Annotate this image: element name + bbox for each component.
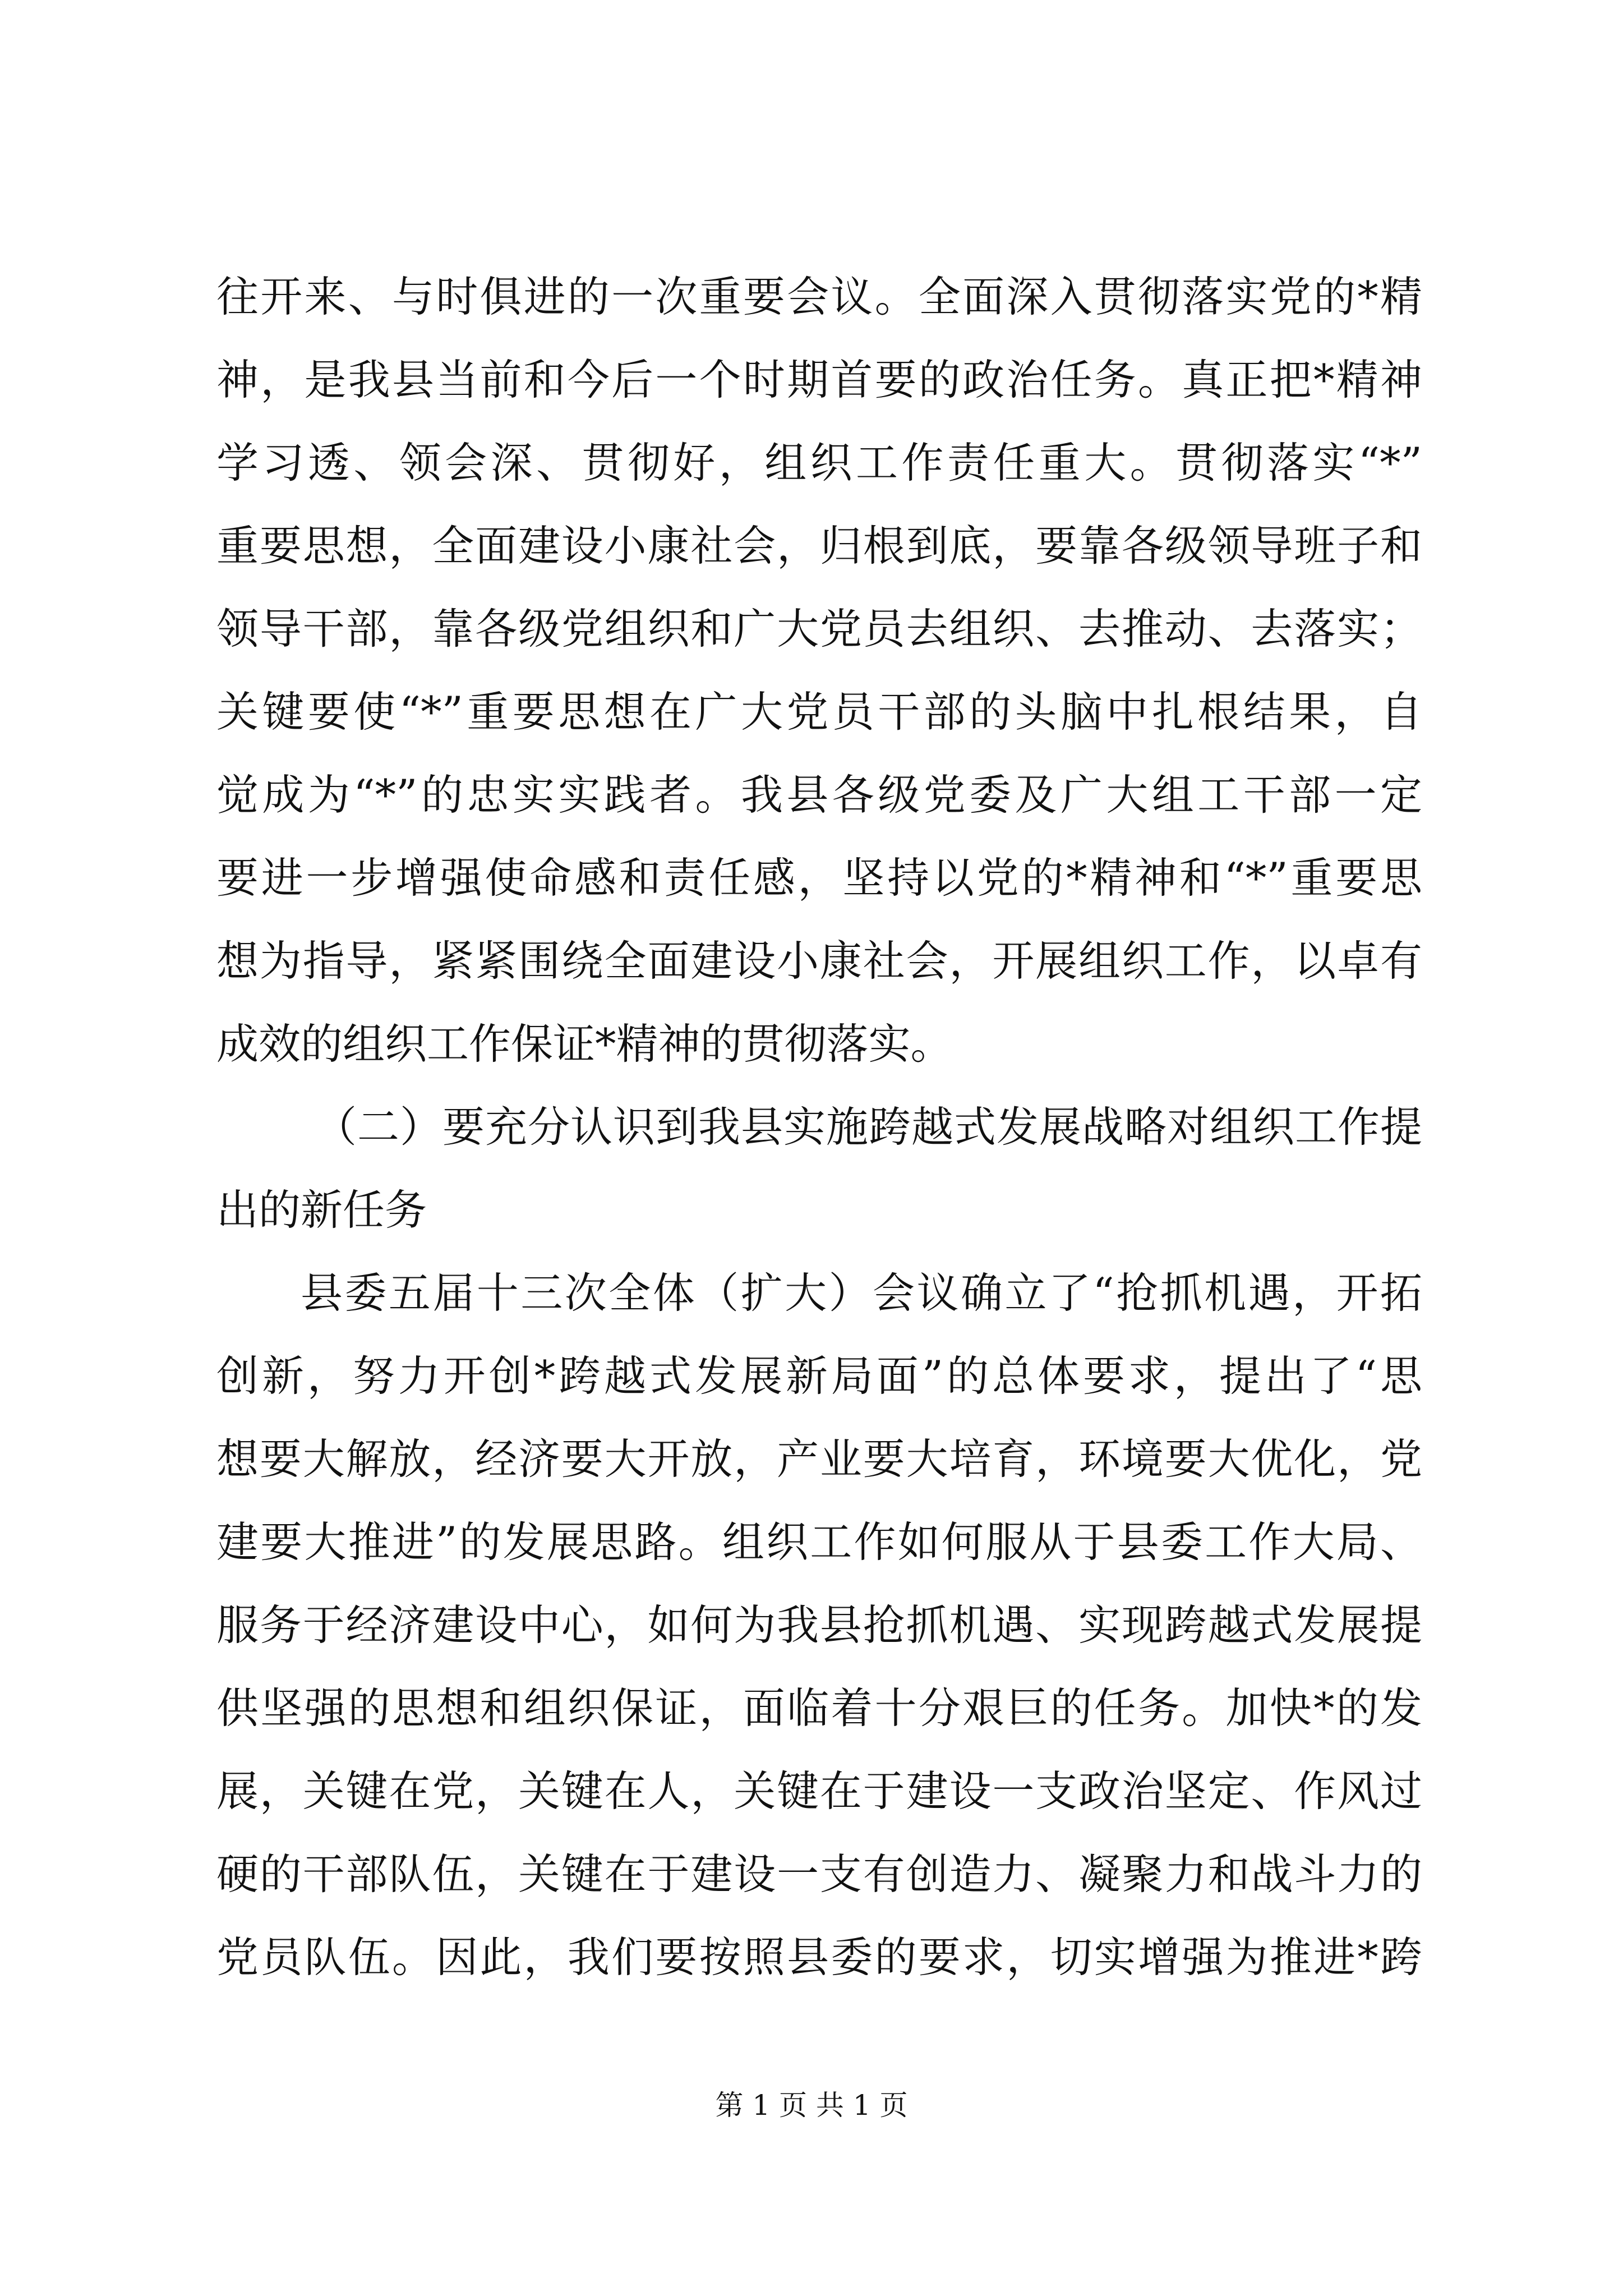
section-heading-line: （二）要充分认识到我县实施跨越式发展战略对组织工作提	[315, 1102, 1422, 1152]
text-line: 县委五届十三次全体（扩大）会议确立了“抢抓机遇，开拓	[301, 1268, 1422, 1318]
text-line: 想为指导，紧紧围绕全面建设小康社会，开展组织工作，以卓有	[216, 936, 1422, 986]
text-line: 展，关键在党，关键在人，关键在于建设一支政治坚定、作风过	[216, 1766, 1422, 1816]
text-line: 党员队伍。因此，我们要按照县委的要求，切实增强为推进*跨	[216, 1932, 1422, 1982]
text-line: 创新，努力开创*跨越式发展新局面”的总体要求，提出了“思	[216, 1351, 1422, 1401]
page-number-footer: 第 1 页 共 1 页	[715, 2089, 908, 2122]
text-line: 成效的组织工作保证*精神的贯彻落实。	[216, 1019, 953, 1069]
text-line: 领导干部，靠各级党组织和广大党员去组织、去推动、去落实；	[216, 604, 1422, 654]
text-line: 学习透、领会深、贯彻好，组织工作责任重大。贯彻落实“*”	[216, 438, 1422, 487]
text-line: 硬的干部队伍，关键在于建设一支有创造力、凝聚力和战斗力的	[216, 1849, 1422, 1899]
text-line: 重要思想，全面建设小康社会，归根到底，要靠各级领导班子和	[216, 521, 1422, 570]
text-line: 要进一步增强使命感和责任感，坚持以党的*精神和“*”重要思	[216, 853, 1422, 903]
text-line: 想要大解放，经济要大开放，产业要大培育，环境要大优化，党	[216, 1434, 1422, 1484]
section-heading-line: 出的新任务	[216, 1185, 427, 1235]
text-line: 服务于经济建设中心，如何为我县抢抓机遇、实现跨越式发展提	[216, 1600, 1422, 1650]
text-line: 建要大推进”的发展思路。组织工作如何服从于县委工作大局、	[216, 1517, 1422, 1567]
text-line: 供坚强的思想和组织保证，面临着十分艰巨的任务。加快*的发	[216, 1683, 1422, 1733]
text-line: 觉成为“*”的忠实实践者。我县各级党委及广大组工干部一定	[216, 770, 1422, 820]
text-line: 神，是我县当前和今后一个时期首要的政治任务。真正把*精神	[216, 355, 1422, 404]
document-body	[216, 255, 1422, 1999]
text-line: 往开来、与时俱进的一次重要会议。全面深入贯彻落实党的*精	[216, 272, 1422, 321]
text-line: 关键要使“*”重要思想在广大党员干部的头脑中扎根结果，自	[216, 687, 1422, 737]
